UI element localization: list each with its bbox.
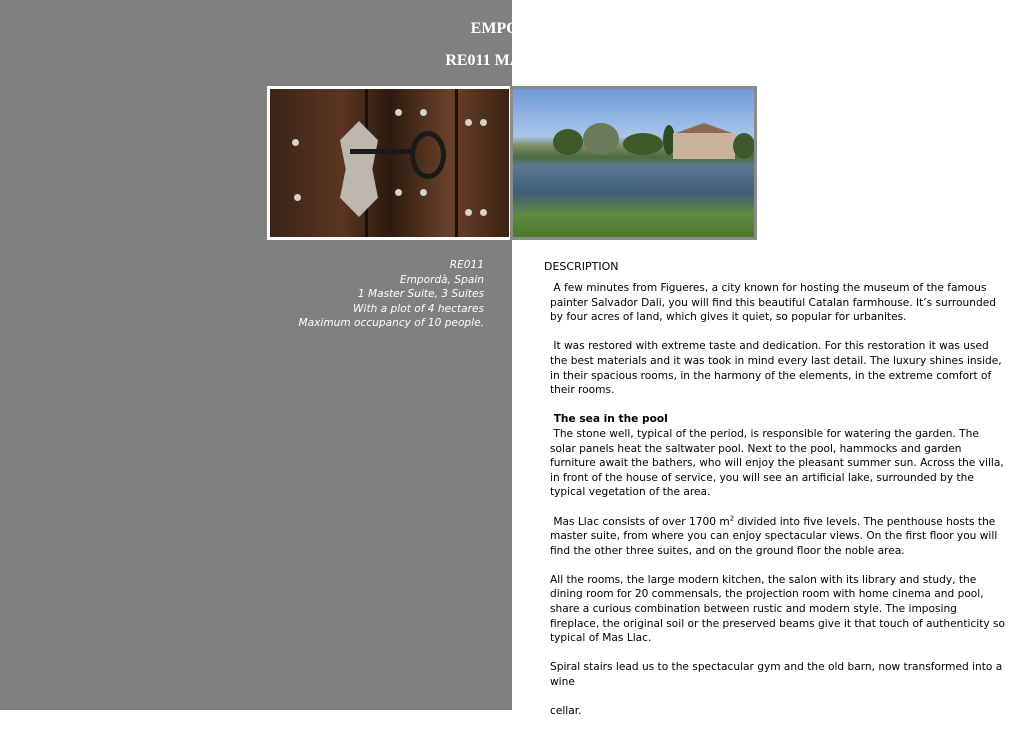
description-paragraph: The sea in the pool The stone well, typical of the period, is responsible for watering the garden. The solar panels heat the saltwater pool. Next to the pool, hammocks and garden furniture await the bathers, who will enjoy the pleasant summer sun. Across the villa, in front of the house of service, you will see an artificial lake, surrounded by the typical vegetation of the area. [550, 413, 1004, 499]
spec-plot: With a plot of 4 hectares [353, 302, 484, 315]
spec-occupancy: Maximum occupancy of 10 people. [298, 317, 484, 330]
property-specs [298, 258, 484, 331]
spec-suites: 1 Master Suite, 3 Suites [357, 288, 484, 301]
pool-subheading: The sea in the pool [553, 413, 668, 426]
farmhouse-lake-photo [510, 86, 757, 240]
description-paragraph: cellar. [550, 705, 582, 718]
property-title: RE011 MAS LLAC [445, 52, 579, 69]
farmhouse [673, 133, 735, 159]
description-paragraph: A few minutes from Figueres, a city known for hosting the museum of the famous painter Salvador Dali, you will find this beautiful Catalan farmhouse. It’s surrounded by four acres of land, which gives it quiet, so popular for urbanites. [550, 282, 996, 324]
description-paragraph: All the rooms, the large modern kitchen, the salon with its library and study, the dining room for 20 commensals, the projection room with home cinema and pool, share a curious combination between rustic and modern style. The imposing fireplace, the original soil or the preserved beams give it that touch of authenticity so typical of Mas Llac. [550, 573, 1006, 645]
description-paragraph: Spiral stairs lead us to the spectacular gym and the old barn, now transformed into a wine [550, 661, 1003, 689]
door-key-photo [267, 86, 512, 240]
description-paragraph: It was restored with extreme taste and dedication. For this restoration it was used the best materials and it was took in mind every last detail. The luxury shines inside, in their spacious rooms, in the harmony of the elements, in the extreme comfort of their rooms. [550, 340, 1002, 397]
region-title: EMPORDA [470, 20, 554, 37]
spec-ref: RE011 [449, 259, 484, 271]
key-shaft [350, 149, 414, 154]
description-heading: DESCRIPTION [544, 260, 619, 273]
lock-plate [340, 121, 378, 217]
description-paragraph: Mas Llac consists of over 1700 $m^2$ divided into five levels. The penthouse hosts the master suite, from where you can enjoy spectacular views. On the first floor you will find the other three suites, and on the ground floor the noble area. [550, 513, 998, 557]
description-body [550, 281, 1006, 733]
key-icon [410, 131, 446, 179]
spec-location: Empordà, Spain [399, 273, 484, 286]
